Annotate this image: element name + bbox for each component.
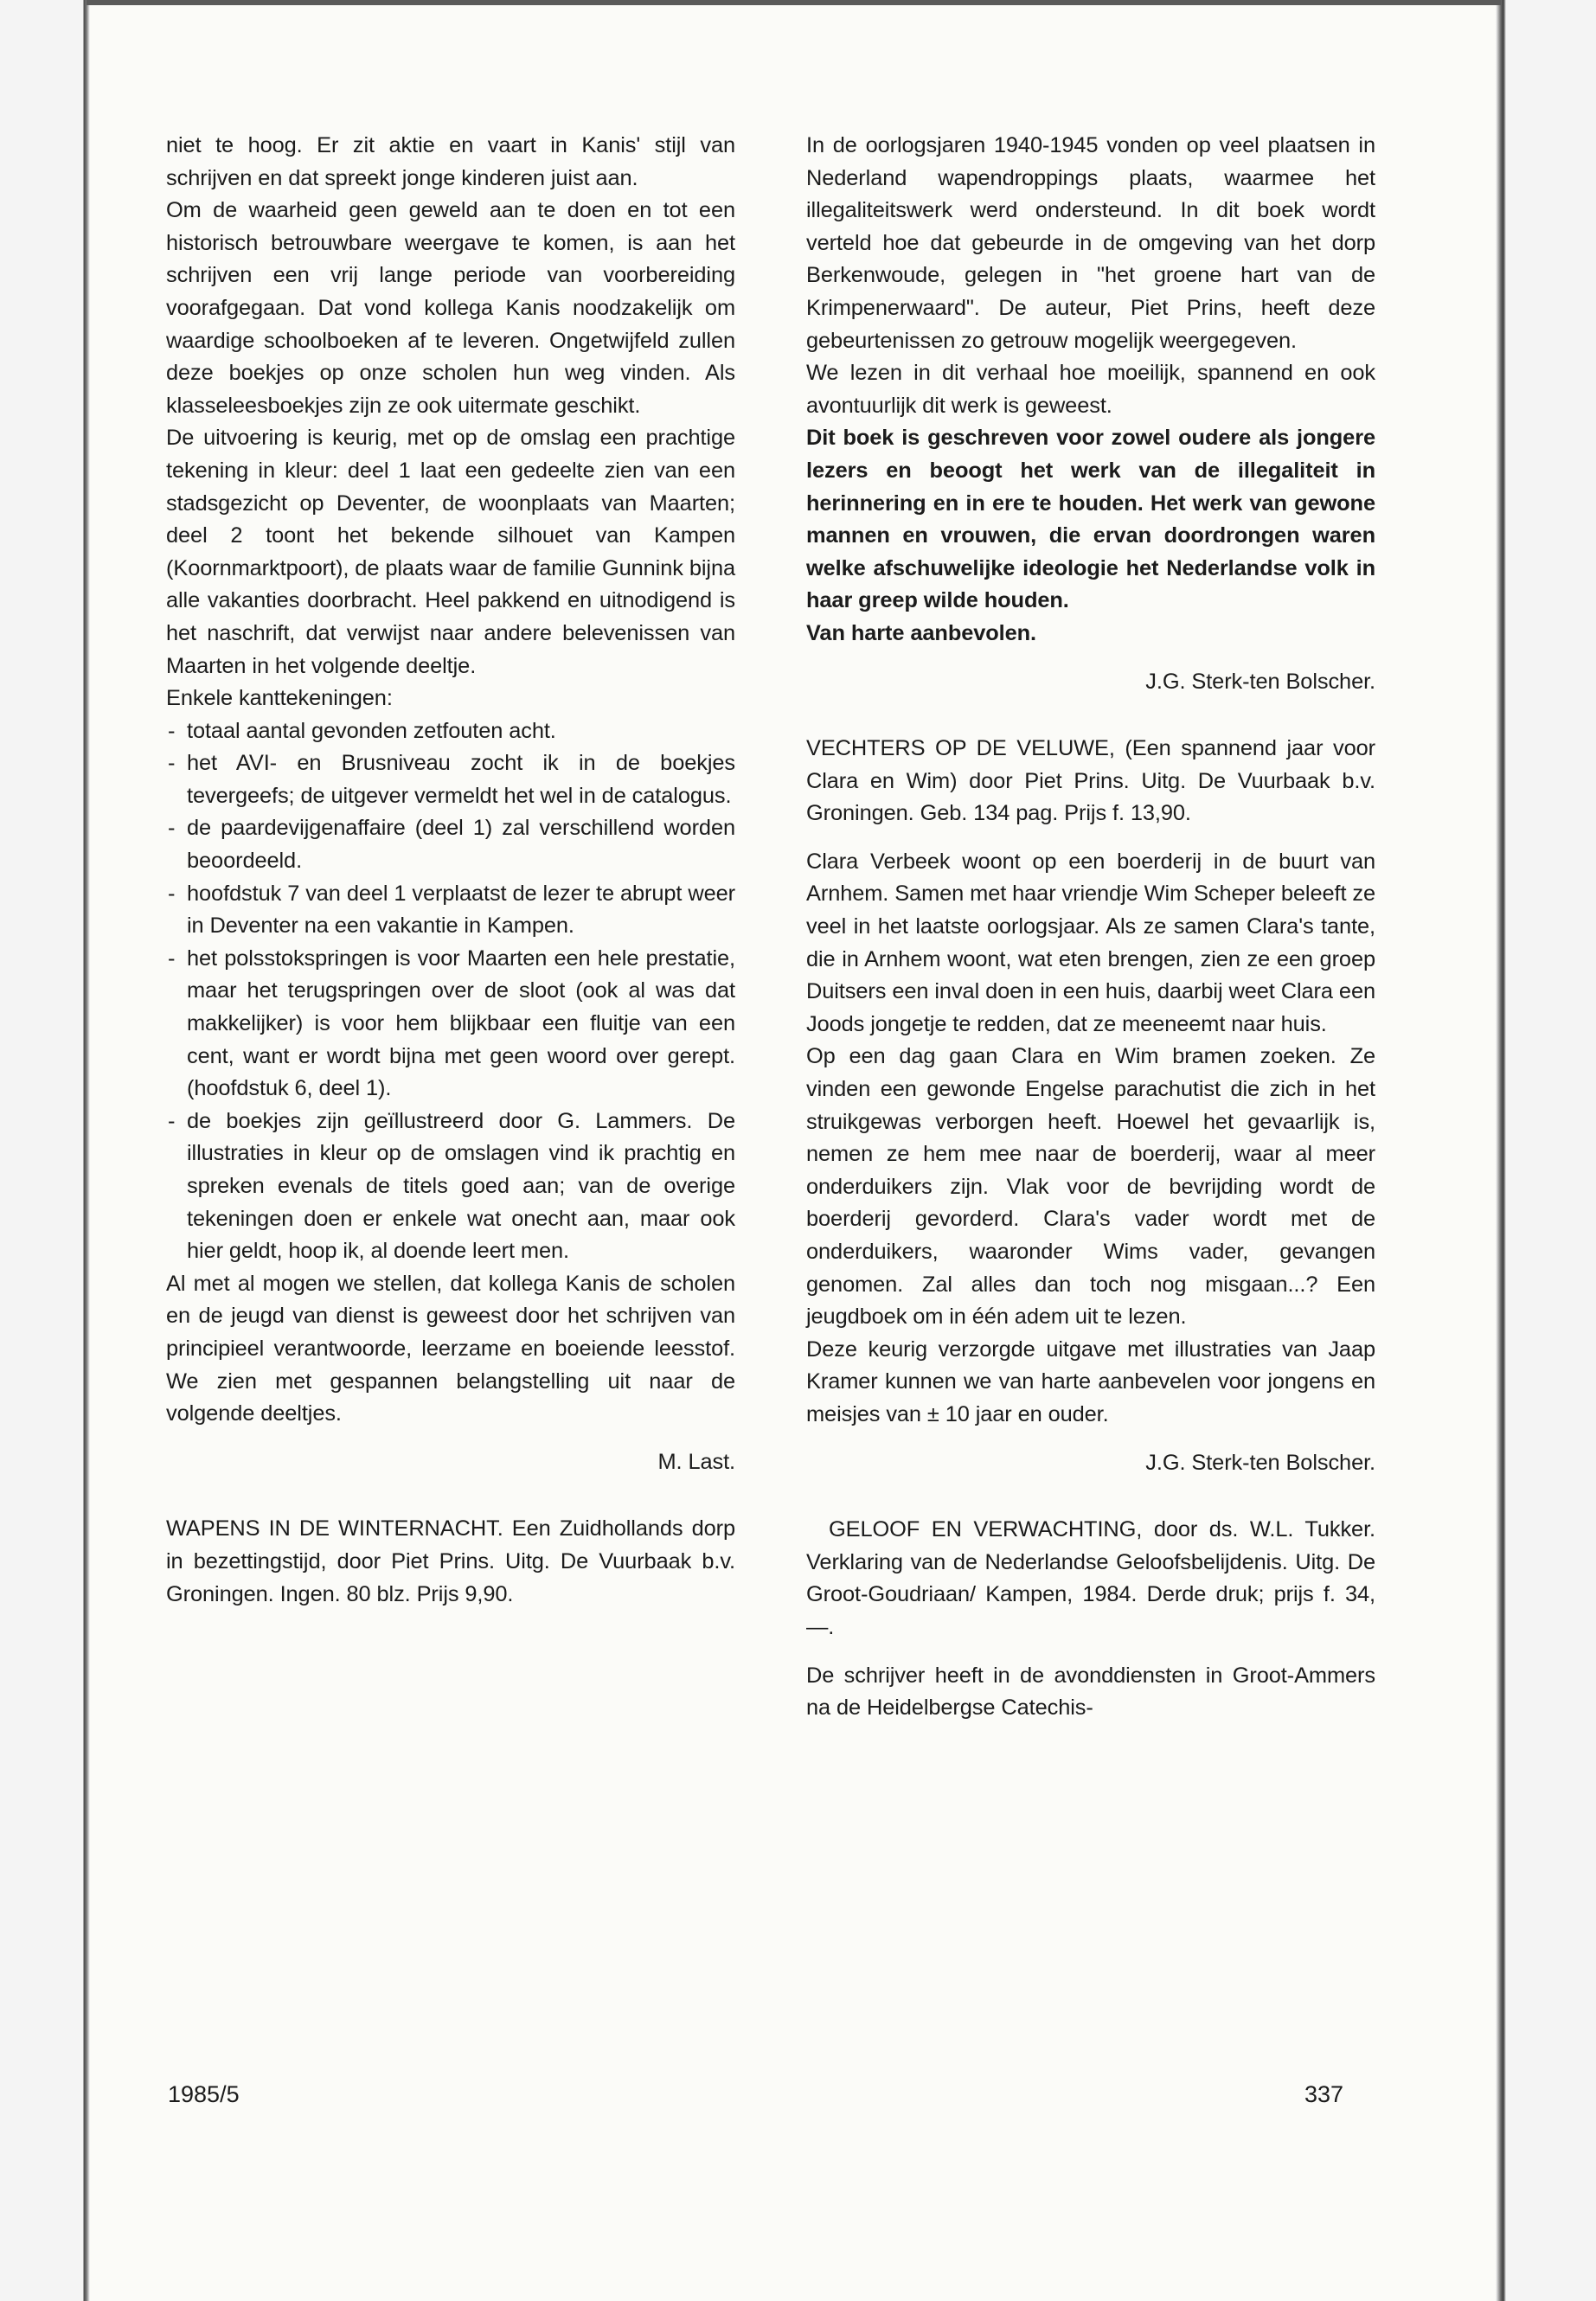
- paragraph: Op een dag gaan Clara en Wim bramen zoeken. Ze vinden een gewonde Engelse parachutist die zich in het struikgewas verborgen heeft. Hoewel het gevaarlijk is, nemen ze hem mee naar de boerderij, waar al meer onderduikers zijn. Vlak voor de bevrijding wordt de boerderij gevorderd. Clara's vader wordt met de onderduikers, waaronder Wims vader, gevangen genomen. Zal alles dan toch nog misgaan...? Een jeugdboek om in één adem uit te lezen.: [806, 1044, 1375, 1330]
- paragraph: De schrijver heeft in de avonddiensten in Groot-Ammers na de Heidelbergse Catechis-: [806, 1663, 1375, 1721]
- list-item: - het polsstokspringen is voor Maarten een hele prestatie, maar het terugspringen over de sloot (ook al was dat makkelijker) is voor hem blijkbaar een fluitje van een cent, want er wordt bijna met geen woord over gerept. (hoofdstuk 6, deel 1).: [166, 943, 735, 1106]
- list-item: - totaal aantal gevonden zetfouten acht.: [166, 715, 735, 748]
- paragraph: niet te hoog. Er zit aktie en vaart in Kanis' stijl van schrijven en dat spreekt jonge kinderen juist aan.: [166, 133, 735, 190]
- paragraph: In de oorlogsjaren 1940-1945 vonden op veel plaatsen in Nederland wapendroppings plaats, waarmee het illegaliteitswerk werd ondersteund. In dit boek wordt verteld hoe dat gebeurde in de omgeving van het dorp Berkenwoude, gelegen in "het groene hart van de Krimpenerwaard". De auteur, Piet Prins, heeft deze gebeurtenissen zo getrouw mogelijk weergegeven.: [806, 133, 1375, 353]
- recommendation: Van harte aanbevolen.: [806, 620, 1037, 645]
- review-heading: WAPENS IN DE WINTERNACHT. Een Zuidhollands dorp in bezettingstijd, door Piet Prins. Uitg. De Vuurbaak b.v. Groningen. Ingen. 80 blz. Prijs 9,90.: [166, 1516, 735, 1606]
- review-heading: GELOOF EN VERWACHTING, door ds. W.L. Tukker. Verklaring van de Nederlandse Geloofsbelijdenis. Uitg. De Groot-Goudriaan/ Kampen, 1984. Derde druk; prijs f. 34,—.: [806, 1517, 1375, 1639]
- list-item: - het AVI- en Brusniveau zocht ik in de boekjes tevergeefs; de uitgever vermeldt het wel in de catalogus.: [166, 747, 735, 812]
- list-item: - hoofdstuk 7 van deel 1 verplaatst de lezer te abrupt weer in Deventer na een vakantie in Kampen.: [166, 878, 735, 943]
- scan-border-right: [1496, 0, 1596, 2301]
- signature: J.G. Sterk-ten Bolscher.: [1145, 1450, 1375, 1475]
- paragraph: Clara Verbeek woont op een boerderij in de buurt van Arnhem. Samen met haar vriendje Wim Scheper beleeft ze veel in het laatste oorlogsjaar. Als ze samen Clara's tante, die in Arnhem woont, wat eten brengen, zien ze een groep Duitsers een inval doen in een huis, daarbij weet Clara een Joods jongetje te redden, dat ze meeneemt naar huis.: [806, 849, 1375, 1036]
- bold-paragraph: Dit boek is geschreven voor zowel oudere als jongere lezers en beoogt het werk van de illegaliteit in herinnering en in ere te houden. Het werk van gewone mannen en vrouwen, die ervan doordrongen waren welke afschuwelijke ideologie het Nederlandse volk in haar greep wilde houden.: [806, 426, 1375, 613]
- paragraph: Enkele kanttekeningen:: [166, 686, 393, 711]
- scan-border-left: [0, 0, 90, 2301]
- paragraph: We lezen in dit verhaal hoe moeilijk, spannend en ook avontuurlijk dit werk is geweest.: [806, 361, 1375, 418]
- list-item: - de paardevijgenaffaire (deel 1) zal verschillend worden beoordeeld.: [166, 812, 735, 877]
- right-column: [806, 130, 1375, 1725]
- paragraph: Deze keurig verzorgde uitgave met illustraties van Jaap Kramer kunnen we van harte aanbevelen voor jongens en meisjes van ± 10 jaar en ouder.: [806, 1336, 1375, 1426]
- review-heading: VECHTERS OP DE VELUWE, (Een spannend jaar voor Clara en Wim) door Piet Prins. Uitg. De Vuurbaak b.v. Groningen. Geb. 134 pag. Prijs f. 13,90.: [806, 736, 1375, 826]
- remarks-list: [166, 715, 735, 1268]
- paragraph: De uitvoering is keurig, met op de omslag een prachtige tekening in kleur: deel 1 laat een gedeelte zien van een stadsgezicht op Deventer, de woonplaats van Maarten; deel 2 toont het bekende silhouet van Kampen (Koornmarktpoort), de plaats waar de familie Gunnink bijna alle vakanties doorbracht. Heel pakkend en uitnodigend is het naschrift, dat verwijst naar andere belevenissen van Maarten in het volgende deeltje.: [166, 426, 735, 678]
- left-column: [166, 130, 735, 1611]
- issue-number: 1985/5: [168, 2081, 240, 2107]
- signature: J.G. Sterk-ten Bolscher.: [1145, 669, 1375, 694]
- page-number: 337: [1304, 2081, 1344, 2107]
- scan-border-top: [87, 0, 1501, 5]
- list-item: - de boekjes zijn geïllustreerd door G. Lammers. De illustraties in kleur op de omslagen vind ik prachtig en spreken evenals de titels goed aan; van de overige tekeningen doen er enkele wat onecht aan, maar ook hier geldt, hoop ik, al doende leert men.: [166, 1106, 735, 1268]
- closing-paragraph: Al met al mogen we stellen, dat kollega Kanis de scholen en de jeugd van dienst is geweest door het schrijven van principieel verantwoorde, leerzame en boeiende leesstof. We zien met gespannen belangstelling uit naar de volgende deeltjes.: [166, 1271, 735, 1426]
- signature: M. Last.: [657, 1449, 735, 1474]
- paragraph: Om de waarheid geen geweld aan te doen en tot een historisch betrouwbare weergave te komen, is aan het schrijven een vrij lange periode van voorbereiding voorafgegaan. Dat vond kollega Kanis noodzakelijk om waardige schoolboeken af te leveren. Ongetwijfeld zullen deze boekjes op onze scholen hun weg vinden. Als klasseleesboekjes zijn ze ook uitermate geschikt.: [166, 198, 735, 418]
